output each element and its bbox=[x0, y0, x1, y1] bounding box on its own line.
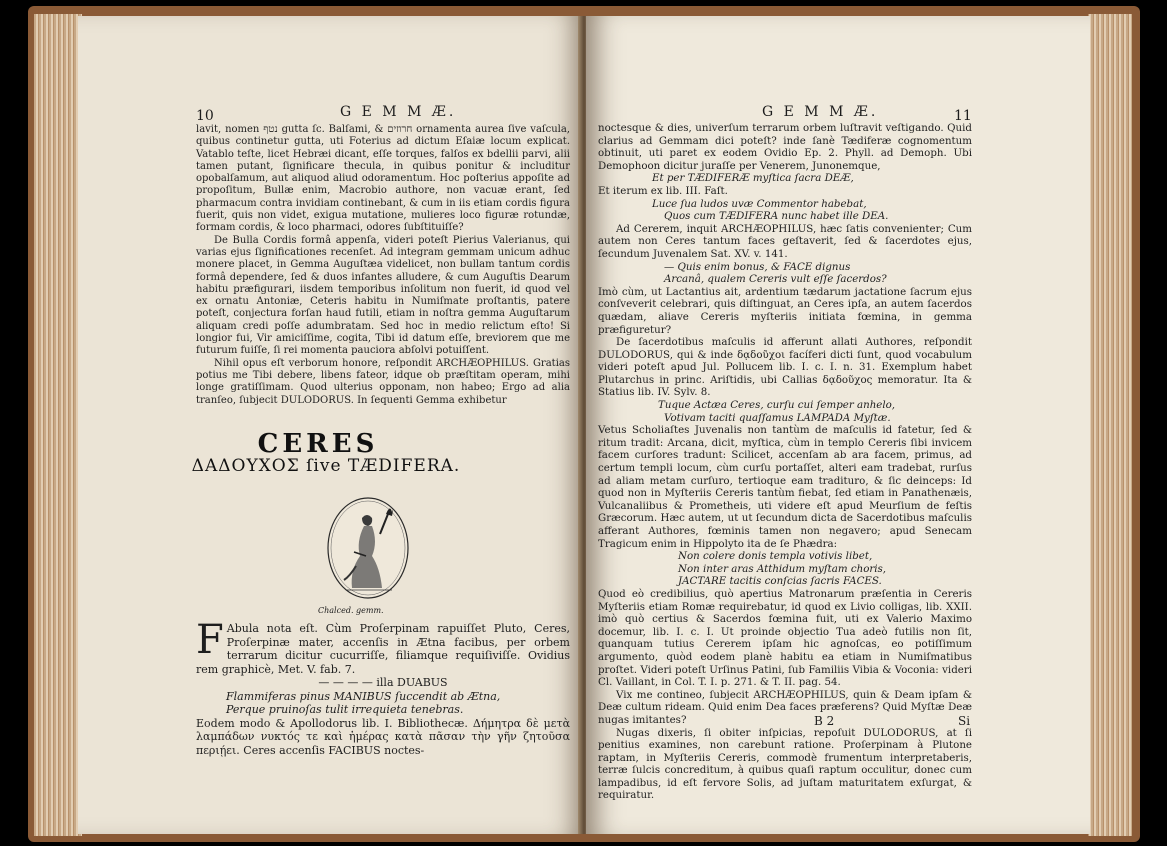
text-block bbox=[598, 122, 972, 802]
paragraph: Imò cùm, ut Lactantius ait, ardentium tædarum jactatione ſacrum ejus conſveverit celebrari, quis diſtinguat, an Ceres ipſa, an autem ſacerdos quædam, aliave Cereris myſteriis initiata fœmina, in gemma præfiguretur? bbox=[598, 285, 972, 336]
paragraph: Eodem modo & Apollodorus lib. I. Bibliothecæ. Δήμητρα δὲ μετὰ λαμπάδων νυκτός τε καὶ ἡμέρας κατὰ πᾶσαν τὴν γῆν ζητοῦσα περιῄει. Ceres accenſis FACIBUS noctes- bbox=[196, 716, 570, 757]
paragraph: De Bulla Cordis formâ appenſa, videri poteſt Pierius Valerianus, qui varias ejus ſignificationes recenſet. Ad integram gemmam unicum adhuc monere placet, in Gemma Auguſtæa videlicet, non bullam tantum cordis formâ dependere, ſed & duos infantes alludere, & cum Auguſtis Dearum habitu præfigurari, iisdem temporibus inſolitum non fuerit, id quod vel ex ornatu Antoniæ, Ceteris habitu in Numiſmate proſtantis, patere poteſt, conjectura forſan haud futili, etiam in noſtra gemma Auguſtarum aliquam credi poſſe adumbratam. Sed hoc in medio relictum eſto! Si longior fui, Vir amiciſſime, cogita, Tibi id datum eſſe, breviorem que me futurum fuiſſe, ſi rei momenta pauciora abſolvi potuiſſent. bbox=[196, 234, 570, 357]
verse-line: — Quis enim bonus, & FACE dignus bbox=[664, 260, 851, 273]
paragraph: Nihil opus eſt verborum honore, reſpondit ARCHÆOPHILUS. Gratias potius me Tibi debere, libens fateor, idque ob præſtitam operam, mihi longe gratiſſimam. Quod ulterius opponam, non habeo; Ergo ad alia tranſeo, ſubjecit DULODORUS. In ſequenti Gemma exhibetur bbox=[196, 357, 570, 406]
paragraph: Quod eò credibilius, quò apertius Matronarum præſentia in Cereris Myſteriis etiam Romæ requirebatur, id quod ex Livio colligas, lib. XXII. imò quò certius & Sacerdos fœmina fuit, uti ex Valerio Maximo docemur, lib. I. c. I. Ut proinde objectio Tua adeò futilis non ſit, quanquam tutius Cererem ipſam hic agnoſcas, eo potiſſimum argumento, quòd eodem planè habitu ea etiam in Numiſmatibus proſtet. Videri poteſt Urſinus Patini, ſub Familiis Vibia & Voconia: videri Cl. Vaillant, in Col. T. I. p. 271. & T. II. pag. 54. bbox=[598, 587, 972, 689]
verse-line: — — — — illa DUABUS bbox=[318, 676, 448, 689]
verse-line: Perque pruinoſas tulit irrequieta tenebras. bbox=[226, 703, 464, 716]
page-number: 10 bbox=[196, 108, 214, 124]
left-page bbox=[78, 16, 582, 834]
paragraph: Ad Cererem, inquit ARCHÆOPHILUS, hæc ſatis convenienter; Cum autem non Ceres tantum faces geſtaverit, ſed & ſacerdotes ejus, ſecundum Juvenalem Sat. XV. v. 141. bbox=[598, 222, 972, 260]
right-page bbox=[586, 16, 1090, 834]
verse-line: Luce ſua ludos uvæ Commentor habebat, bbox=[652, 197, 867, 210]
paragraph: noctesque & dies, univerſum terrarum orbem luſtravit veſtigando. Quid clarius ad Gemmam dici poteſt? inde ſanè Tædiferæ cognomentum obtinuit, uti paret ex eodem Ovidio Ep. 2. Phyll. ad Demoph. Ubi Demophoon dicitur juraſſe per Venerem, Junonemque, bbox=[598, 122, 972, 172]
plate-subtitle: ΔΑΔΟΥΧΟΣ ſive TÆDIFERA. bbox=[191, 456, 461, 476]
plate-title: CERES bbox=[257, 429, 379, 459]
verse-line: Non colere donis templa votivis libet, bbox=[678, 550, 873, 563]
paragraph: Abula nota eſt. Cùm Proſerpinam rapuiſſet Pluto, Ceres, Proſerpinæ mater, accenſis in Ætna facibus, per orbem terrarum dicitur cucurriſſe, filiamque requiſiviſſe. Ovidius rem graphicè, Met. V. fab. 7. bbox=[196, 622, 570, 676]
running-head: G E M M Æ. bbox=[340, 104, 457, 120]
verse-line: Non inter aras Atthidum myſtam choris, bbox=[678, 562, 887, 575]
verse-line: Et per TÆDIFERÆ myſtica ſacra DEÆ, bbox=[652, 172, 854, 185]
text-block-top bbox=[196, 124, 570, 407]
verse-line: Arcanâ, qualem Cereris vult eſſe ſacerdos? bbox=[664, 273, 887, 286]
verse-line: Quos cum TÆDIFERA nunc habet ille DEA. bbox=[664, 210, 889, 223]
left-page-edges bbox=[34, 14, 82, 836]
gem-caption: Chalced. gemm. bbox=[318, 606, 384, 615]
verse-line: Votivam taciti quaſſamus LAMPADA Myſtæ. bbox=[664, 411, 891, 424]
paragraph: Vix me contineo, ſubjecit ARCHÆOPHILUS, quin & Deam ipſam & Deæ cultum rideam. Quid enim Dea faces præferens? Quid Myſtæ Deæ nugas imitantes? bbox=[598, 688, 972, 726]
right-page-edges bbox=[1088, 14, 1132, 836]
catchword: Si bbox=[958, 714, 971, 728]
running-head: G E M M Æ. bbox=[762, 104, 879, 120]
verse-line: JACTARE tacitis conſcias ſacris FACES. bbox=[678, 575, 882, 588]
paragraph: Vetus Scholiaſtes Juvenalis non tantùm de maſculis id fatetur, ſed & ritum tradit: Arcana, dicit, myſtica, cùm in templo Cereris ſibi invicem facem curſores tradunt: Scilicet, accenſam ab ara facem, primus, ad certum templi locum, cùm curſu portaſſet, alteri eam tradebat, rurſus ad aliam metam curſuro, tertioque eam traditurо, & ſic deinceps: Id quod non in Myſteriis Cereris tantùm fiebat, ſed etiam in Panathenæis, Vulcanaliibus & Prometheis, uti videre eſt apud Meurſium de feſtis Græcorum. Hæc autem, ut ut ſecundum dicta de Sacerdotibus maſculis afferant Authores, fœminis tamen non negavero; apud Senecam Tragicum enim in Hippolyto ita de ſe Phædra: bbox=[598, 424, 972, 550]
paragraph: Nugas dixeris, ſi obiter inſpicias, repoſuit DULODORUS, at ſi penitius examines, non carebunt ratione. Proſerpinam à Plutone raptam, in Myſteriis Cereris, commodè frumentum interpretaberis, terræ ſulcis concreditum, à quibus quaſi raptum occulitur, donec cum lampadibus, id eſt fervore Solis, ad juſtam maturitatem exſurgat, & requiratur. bbox=[598, 726, 972, 802]
paragraph: Et iterum ex lib. III. Faſt. bbox=[598, 184, 728, 197]
paragraph: De ſacerdotibus maſculis id afferunt allati Authores, reſpondit DULODORUS, qui & inde δᾳδοῦχοι facíferi dicti ſunt, quod vocabulum videri poteſt apud Jul. Pollucem lib. I. c. I. n. 31. Exemplum habet Plutarchus in princ. Ariſtidis, ubi Callias δᾳδοῦχος memoratur. Ita & Statius lib. IV. Sylv. 8. bbox=[598, 336, 972, 399]
text-block-bottom bbox=[196, 617, 570, 757]
drop-capital: F bbox=[196, 617, 224, 663]
verse-line: Flammiferas pinus MANIBUS ſuccendit ab Ætna, bbox=[226, 689, 501, 703]
signature-mark: B 2 bbox=[814, 714, 835, 728]
verse-line: Tuque Actæa Ceres, curſu cui ſemper anhelo, bbox=[658, 399, 896, 412]
paragraph: lavit, nomen נטף gutta ſc. Balſami, & חרוזים ornamenta aurea ſive vaſcula, quibus continetur gutta, uti Foterius ad dictum Eſaiæ locum explicat. Vatablo teſte, licet Hebræi dicant, eſſe torques, falſos ex bdellii parvi, alii tamen putant, ſignificare thecula, in quibus ponitur & includitur opobalſamum, aut aliquod aliud odoramentum. Hoc poſterius appoſite ad propoſitum, Bullæ enim, Macrobio authore, non vacuæ erant, ſed pharmacum contra invidiam continebant, & cum in iis etiam cordis figura fuerit, quis non videt, exigua mutatione, mulieres loco figuræ rotundæ, formam cordis, & loco pharmaci, odores ſubſtituiſſe? bbox=[196, 124, 570, 234]
page-number: 11 bbox=[954, 108, 972, 124]
ceres-gem-engraving bbox=[326, 496, 410, 606]
